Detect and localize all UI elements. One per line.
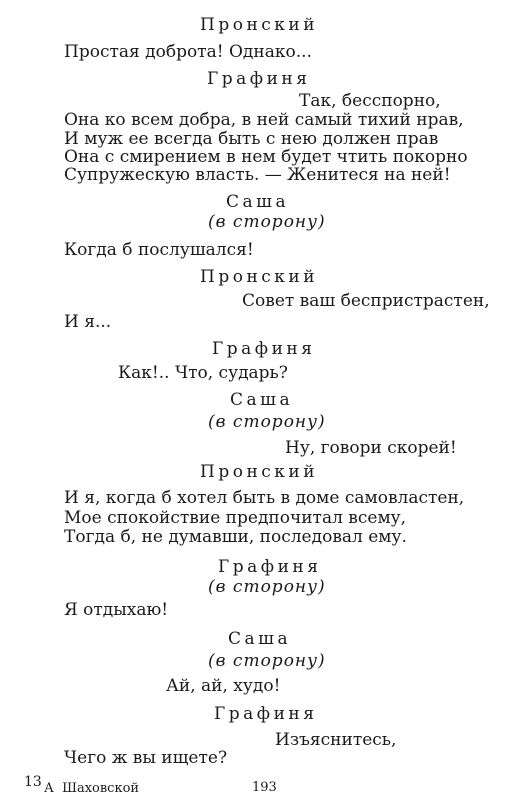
verse-line: Ну, говори скорей! [285, 438, 457, 458]
verse-line: Когда б послушался! [64, 240, 254, 260]
verse-line: Я отдыхаю! [64, 600, 169, 620]
verse-line: Простая доброта! Однако... [64, 42, 312, 62]
verse-line: Тогда б, не думавши, последовал ему. [64, 527, 407, 547]
stage-direction: (в сторону) [208, 212, 326, 232]
verse-line: Она с смирением в нем будет чтить покорно [64, 147, 468, 167]
verse-line: Так, бесспорно, [299, 91, 441, 111]
speaker-name: Пронский [200, 267, 319, 287]
stage-direction: (в сторону) [208, 577, 326, 597]
verse-line: Совет ваш беспристрастен, [242, 291, 490, 311]
verse-line: Ай, ай, худо! [166, 676, 281, 696]
speaker-name: Графиня [218, 557, 322, 577]
speaker-name: Графиня [214, 704, 318, 724]
verse-line: Мое спокойствие предпочитал всему, [64, 508, 407, 528]
verse-line: Изъяснитесь, [275, 730, 397, 750]
verse-line: И я... [64, 312, 112, 332]
speaker-name: Пронский [200, 15, 319, 35]
speaker-name: Саша [228, 629, 292, 649]
signature-author: А Шаховской [44, 781, 140, 796]
stage-direction: (в сторону) [208, 412, 326, 432]
verse-line: Супружескую власть. — Женитеся на ней! [64, 165, 451, 185]
speaker-name: Саша [230, 390, 294, 410]
page-number: 193 [252, 780, 277, 795]
speaker-name: Графиня [212, 339, 316, 359]
verse-line: Чего ж вы ищете? [64, 748, 228, 768]
verse-line: И я, когда б хотел быть в доме самовластен, [64, 488, 465, 508]
verse-line: И муж ее всегда быть с нею должен прав [64, 129, 439, 149]
signature-number: 13 [24, 774, 42, 790]
stage-direction: (в сторону) [208, 651, 326, 671]
verse-line: Она ко всем добра, в ней самый тихий нрав, [64, 110, 464, 130]
speaker-name: Пронский [200, 462, 319, 482]
verse-line: Как!.. Что, сударь? [118, 363, 288, 383]
speaker-name: Саша [226, 192, 290, 212]
speaker-name: Графиня [207, 69, 311, 89]
